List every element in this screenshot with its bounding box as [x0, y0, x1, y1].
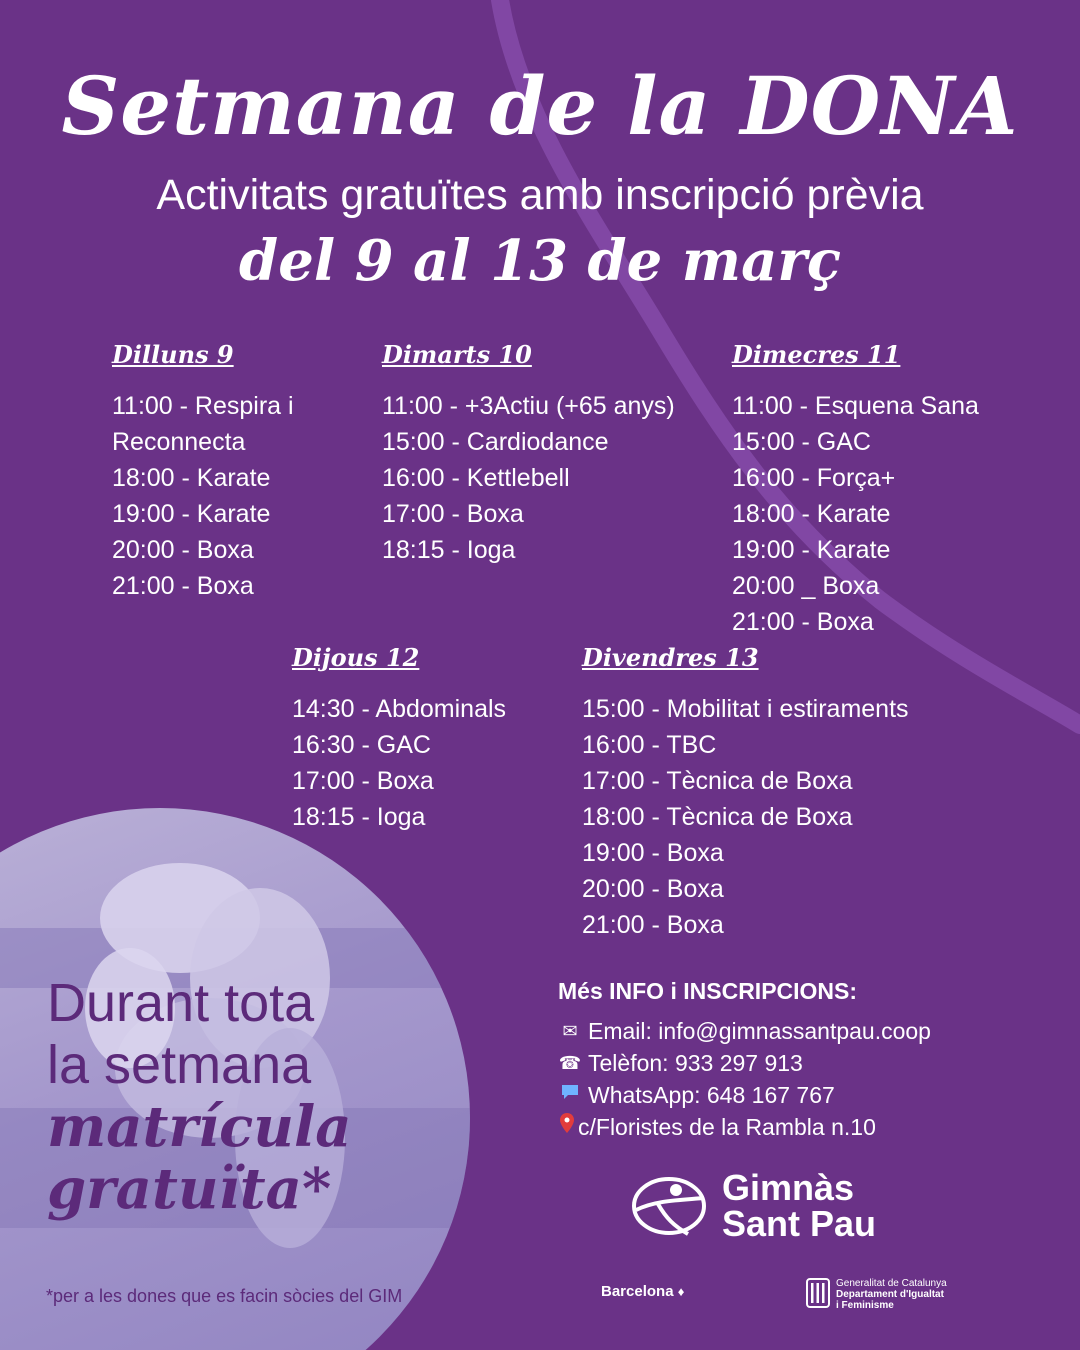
- barcelona-logo: [601, 1283, 684, 1300]
- subtitle: Activitats gratuïtes amb inscripció prèvia: [156, 171, 924, 219]
- day-title: Dilluns 9: [112, 340, 234, 369]
- footnote: *per a les dones que es facin sòcies del GIM: [46, 1286, 403, 1306]
- generalitat-line: Departament d'Igualtat: [836, 1289, 944, 1300]
- day-title: Dimarts 10: [382, 340, 532, 369]
- list-item: 20:00 - Boxa: [112, 536, 254, 564]
- day-tuesday: [382, 340, 712, 568]
- day-thursday: [292, 643, 552, 835]
- list-item: 20:00 - Boxa: [582, 875, 724, 903]
- contact-email: [558, 1015, 931, 1047]
- list-item: 18:15 - Ioga: [382, 536, 516, 564]
- barcelona-text: Barcelona: [601, 1283, 674, 1300]
- list-item: 17:00 - Boxa: [292, 767, 434, 795]
- activity-list: [382, 388, 712, 568]
- contact-whatsapp: [558, 1079, 931, 1111]
- contact-address: [558, 1111, 931, 1143]
- promo-highlight: matrícula: [47, 1094, 352, 1160]
- whatsapp-text: WhatsApp: 648 167 767: [588, 1082, 835, 1108]
- gym-logo-text: [722, 1167, 877, 1244]
- day-monday: [112, 340, 342, 604]
- logo-line: Sant Pau: [722, 1203, 877, 1244]
- generalitat-line: Generalitat de Catalunya: [836, 1278, 947, 1289]
- list-item: 18:00 - Karate: [112, 464, 271, 492]
- list-item: 14:30 - Abdominals: [292, 695, 507, 723]
- phone-icon: ☎: [558, 1053, 582, 1073]
- list-item: 21:00 - Boxa: [732, 608, 874, 636]
- list-item: 19:00 - Boxa: [582, 839, 724, 867]
- list-item: 18:00 - Tècnica de Boxa: [582, 803, 853, 831]
- shield-icon: ♦: [677, 1284, 685, 1299]
- activity-list: [732, 388, 1032, 640]
- email-text: Email: info@gimnassantpau.coop: [588, 1018, 931, 1044]
- day-title: Divendres 13: [582, 643, 759, 672]
- promo-line: Durant tota: [47, 973, 315, 1033]
- logo-line: Gimnàs: [722, 1167, 855, 1208]
- page-title: Setmana de la DONA: [61, 59, 1019, 153]
- chat-bubble-icon: [558, 1079, 582, 1111]
- list-item: 21:00 - Boxa: [582, 911, 724, 939]
- address-text: c/Floristes de la Rambla n.10: [578, 1114, 876, 1140]
- list-item: 15:00 - Cardiodance: [382, 428, 609, 456]
- envelope-icon: ✉: [562, 1021, 578, 1041]
- generalitat-text: [836, 1278, 947, 1311]
- date-range: del 9 al 13 de març: [239, 228, 841, 294]
- list-item: 20:00 _ Boxa: [732, 572, 880, 600]
- day-title: Dimecres 11: [732, 340, 901, 369]
- promo-block: [47, 972, 352, 1220]
- generalitat-line: i Feminisme: [836, 1300, 894, 1311]
- day-title: Dijous 12: [292, 643, 420, 672]
- contact-title: Més INFO i INSCRIPCIONS:: [558, 978, 858, 1004]
- list-item: 18:15 - Ioga: [292, 803, 426, 831]
- day-wednesday: [732, 340, 1032, 640]
- activity-list: [582, 691, 962, 943]
- list-item: 17:00 - Boxa: [382, 500, 524, 528]
- activity-list: [112, 388, 342, 604]
- list-item: 11:00 - Respira i Reconnecta: [112, 392, 294, 456]
- generalitat-logo: [806, 1278, 947, 1311]
- phone-text: Telèfon: 933 297 913: [588, 1050, 803, 1076]
- location-pin-icon: [558, 1111, 576, 1143]
- list-item: 19:00 - Karate: [732, 536, 891, 564]
- generalitat-emblem-icon: [806, 1278, 830, 1308]
- list-item: 17:00 - Tècnica de Boxa: [582, 767, 853, 795]
- list-item: 16:00 - Força+: [732, 464, 896, 492]
- list-item: 21:00 - Boxa: [112, 572, 254, 600]
- list-item: 18:00 - Karate: [732, 500, 891, 528]
- contact-phone: [558, 1047, 931, 1079]
- list-item: 16:00 - TBC: [582, 731, 717, 759]
- list-item: 11:00 - Esquena Sana: [732, 392, 979, 420]
- promo-highlight: gratuïta*: [47, 1156, 332, 1222]
- list-item: 16:30 - GAC: [292, 731, 431, 759]
- gym-logo: [630, 1167, 877, 1244]
- list-item: 15:00 - Mobilitat i estiraments: [582, 695, 909, 723]
- list-item: 19:00 - Karate: [112, 500, 271, 528]
- list-item: 15:00 - GAC: [732, 428, 871, 456]
- promo-line: la setmana: [47, 1035, 312, 1095]
- day-friday: [582, 643, 962, 943]
- list-item: 16:00 - Kettlebell: [382, 464, 570, 492]
- list-item: 11:00 - +3Actiu (+65 anys): [382, 392, 675, 420]
- contact-info: [558, 978, 931, 1143]
- gym-logo-icon: [630, 1174, 708, 1238]
